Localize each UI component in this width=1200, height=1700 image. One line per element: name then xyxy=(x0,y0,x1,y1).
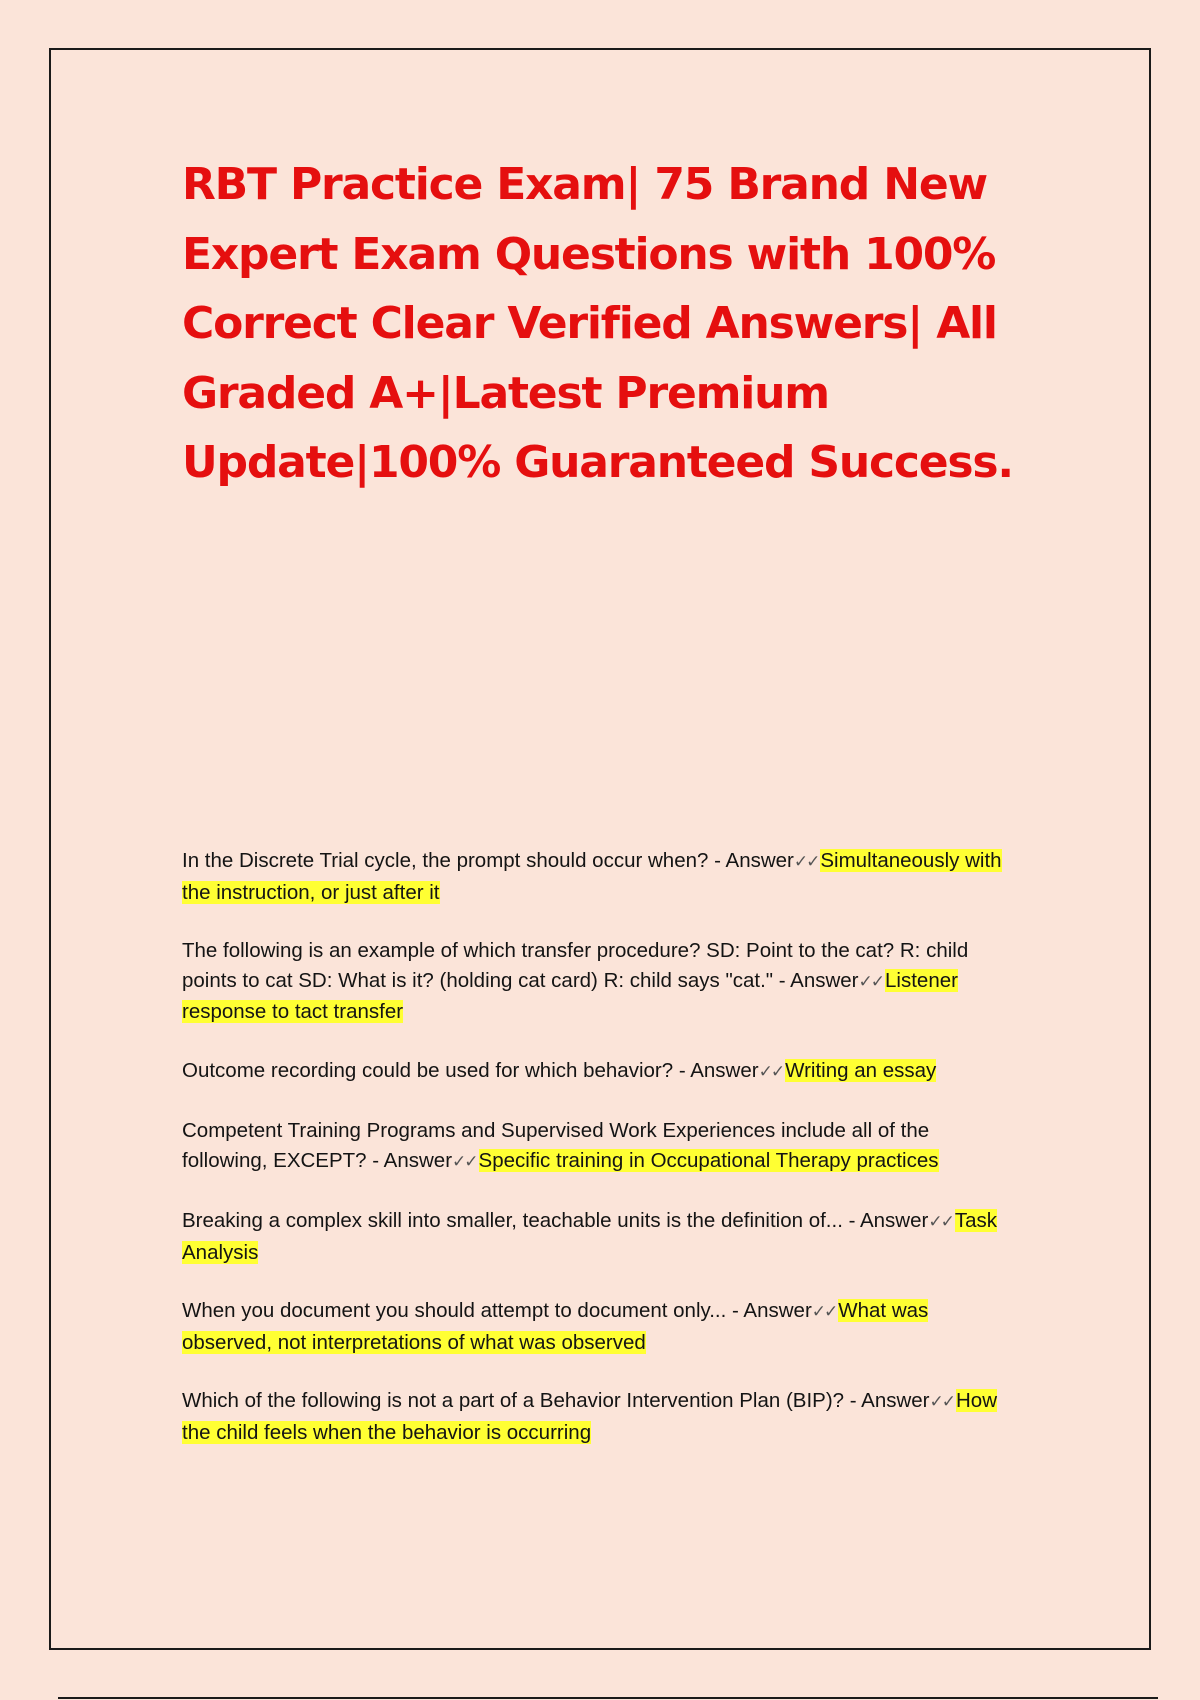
question-answer-list xyxy=(182,846,1012,1476)
answer-highlight: Simultaneously with the instruction, or just after it xyxy=(182,849,1002,904)
answer-label: Answer xyxy=(859,1209,929,1232)
qa-item xyxy=(182,1386,1012,1447)
question-text: Which of the following is not a part of a Behavior Intervention Plan (BIP)? - xyxy=(182,1389,862,1412)
double-check-icon: ✓✓ xyxy=(811,1302,837,1322)
answer-highlight: Task Analysis xyxy=(182,1209,997,1264)
qa-item xyxy=(182,1206,1012,1267)
answer-label: Answer xyxy=(725,849,794,872)
document-title: RBT Practice Exam| 75 Brand New Expert Exam Questions with 100% Correct Clear Verified Answers| All Graded A+|Latest Premium Update|100% Guaranteed Success. xyxy=(182,159,1013,488)
question-text: In the Discrete Trial cycle, the prompt should occur when? - xyxy=(182,849,726,872)
qa-item xyxy=(182,846,1012,907)
qa-item xyxy=(182,936,1012,1027)
question-text: Outcome recording could be used for which behavior? - xyxy=(182,1058,691,1082)
qa-item xyxy=(182,1296,1012,1357)
answer-label: Answer xyxy=(383,1148,453,1172)
double-check-icon: ✓✓ xyxy=(929,1392,954,1412)
qa-item xyxy=(182,1056,1012,1088)
next-page-top-border xyxy=(58,1697,1158,1699)
question-text: The following is an example of which transfer procedure? SD: Point to the cat? R: child points to cat SD: What is it? (holding cat card) R: child says "cat." - xyxy=(182,939,969,992)
question-text: Competent Training Programs and Supervised Work Experiences include all of the following, EXCEPT? - xyxy=(182,1119,930,1172)
question-text: Breaking a complex skill into smaller, teachable units is the definition of... - xyxy=(182,1209,860,1232)
question-text: When you document you should attempt to document only... - xyxy=(182,1299,744,1322)
answer-highlight: What was observed, not interpretations of what was observed xyxy=(182,1299,929,1354)
answer-label: Answer xyxy=(743,1299,812,1322)
answer-highlight: Writing an essay xyxy=(785,1058,937,1082)
double-check-icon: ✓✓ xyxy=(452,1151,477,1172)
double-check-icon: ✓✓ xyxy=(758,1061,784,1082)
double-check-icon: ✓✓ xyxy=(928,1212,953,1232)
qa-item xyxy=(182,1116,1012,1177)
answer-highlight: Specific training in Occupational Therapy practices xyxy=(478,1148,939,1172)
answer-label: Answer xyxy=(790,968,859,992)
answer-label: Answer xyxy=(690,1058,759,1082)
answer-highlight: Listener response to tact transfer xyxy=(182,968,958,1023)
double-check-icon: ✓✓ xyxy=(858,971,884,992)
answer-label: Answer xyxy=(861,1389,930,1412)
double-check-icon: ✓✓ xyxy=(793,852,819,872)
answer-highlight: How the child feels when the behavior is occurring xyxy=(182,1389,998,1444)
